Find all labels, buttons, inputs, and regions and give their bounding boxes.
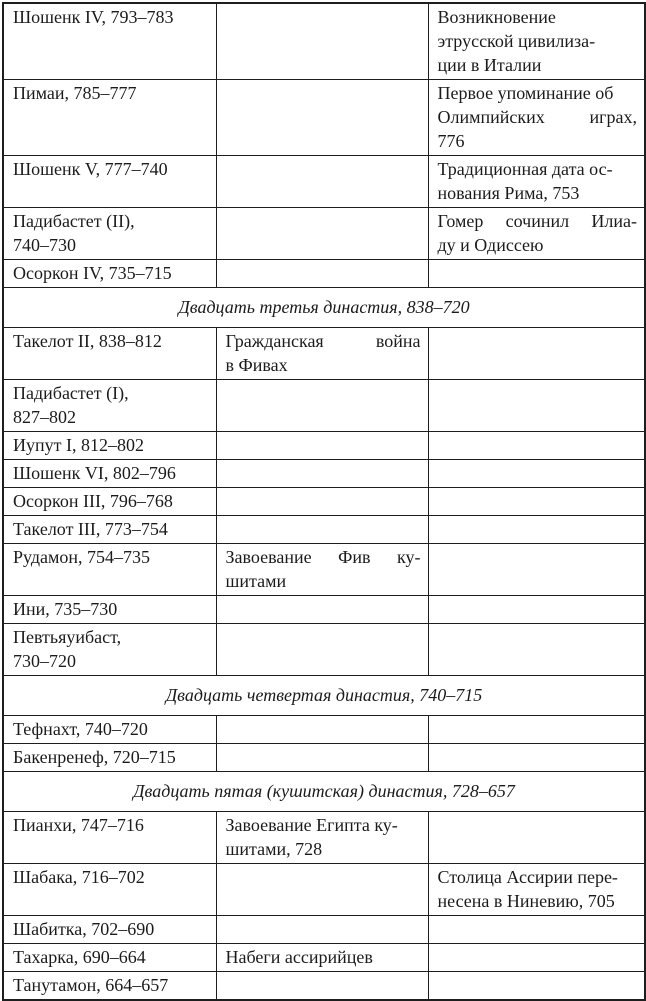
world-event-cell xyxy=(428,916,645,944)
egypt-event-cell xyxy=(216,260,428,288)
table-row xyxy=(3,744,645,772)
table-row xyxy=(3,624,645,676)
dynasty-header: Двадцать пятая (кушитская) династия, 728–657 xyxy=(3,772,645,812)
text-line: в Фивах xyxy=(225,355,288,375)
text-line: Певтьяуибаст, xyxy=(13,627,122,647)
table-row xyxy=(3,812,645,864)
table-row xyxy=(3,544,645,596)
world-event-cell xyxy=(428,812,645,864)
ruler-cell xyxy=(3,916,216,944)
table-row xyxy=(3,156,645,208)
world-event-cell xyxy=(428,944,645,972)
ruler-cell xyxy=(3,380,216,432)
world-event-cell xyxy=(428,432,645,460)
text-line: Падибастет (I), xyxy=(13,383,129,403)
text-line: Гомер сочинил Илиа- xyxy=(437,211,637,231)
text-line: 740–730 xyxy=(13,235,76,255)
ruler-cell xyxy=(3,156,216,208)
egypt-event-cell xyxy=(216,460,428,488)
text-line: Шабитка, 702–690 xyxy=(13,919,155,939)
table-row xyxy=(3,596,645,624)
ruler-cell xyxy=(3,624,216,676)
ruler-cell xyxy=(3,460,216,488)
text-line: Столица Ассирии пере- xyxy=(437,867,618,887)
text-line: 730–720 xyxy=(13,651,76,671)
world-event-cell xyxy=(428,972,645,1001)
text-line: 776 xyxy=(437,131,465,151)
table-row xyxy=(3,864,645,916)
ruler-cell xyxy=(3,744,216,772)
egypt-event-cell xyxy=(216,328,428,380)
text-line: Осоркон IV, 735–715 xyxy=(13,263,172,283)
world-event-cell xyxy=(428,596,645,624)
egypt-event-cell xyxy=(216,80,428,156)
ruler-cell xyxy=(3,260,216,288)
dynasty-header-row xyxy=(3,772,645,812)
text-line: Набеги ассирийцев xyxy=(225,947,373,967)
table-row xyxy=(3,260,645,288)
world-event-cell xyxy=(428,328,645,380)
ruler-cell xyxy=(3,516,216,544)
egypt-event-cell xyxy=(216,432,428,460)
world-event-cell xyxy=(428,208,645,260)
egypt-event-cell xyxy=(216,812,428,864)
world-event-cell xyxy=(428,260,645,288)
egypt-event-cell xyxy=(216,624,428,676)
text-line: Танутамон, 664–657 xyxy=(13,975,169,995)
ruler-cell xyxy=(3,80,216,156)
world-event-cell xyxy=(428,864,645,916)
text-line: Тефнахт, 740–720 xyxy=(13,719,148,739)
text-line: шитами, 728 xyxy=(225,839,323,859)
dynasty-header-row xyxy=(3,676,645,716)
text-line: Завоевание Фив ку- xyxy=(225,547,421,567)
ruler-cell xyxy=(3,3,216,80)
table-row xyxy=(3,380,645,432)
table-row xyxy=(3,3,645,80)
text-line: ду и Одиссею xyxy=(437,235,544,255)
table-row xyxy=(3,80,645,156)
world-event-cell xyxy=(428,744,645,772)
egypt-event-cell xyxy=(216,208,428,260)
text-line: несена в Ниневию, 705 xyxy=(437,891,615,911)
text-line: Бакенренеф, 720–715 xyxy=(13,747,176,767)
text-line: Гражданская война xyxy=(225,331,421,351)
text-line: Падибастет (II), xyxy=(13,211,135,231)
egypt-event-cell xyxy=(216,488,428,516)
ruler-cell xyxy=(3,432,216,460)
text-line: Такелот II, 838–812 xyxy=(13,331,162,351)
text-line: Пимаи, 785–777 xyxy=(13,83,137,103)
dynasty-header-row xyxy=(3,288,645,328)
text-line: Шошенк V, 777–740 xyxy=(13,159,168,179)
text-line: Тахарка, 690–664 xyxy=(13,947,146,967)
text-line: шитами xyxy=(225,571,287,591)
egypt-event-cell xyxy=(216,864,428,916)
text-line: Осоркон III, 796–768 xyxy=(13,491,173,511)
ruler-cell xyxy=(3,944,216,972)
ruler-cell xyxy=(3,972,216,1001)
text-line: Завоевание Египта ку- xyxy=(225,815,398,835)
table-row xyxy=(3,516,645,544)
text-line: Иупут I, 812–802 xyxy=(13,435,144,455)
world-event-cell xyxy=(428,460,645,488)
egypt-event-cell xyxy=(216,744,428,772)
text-line: Шабака, 716–702 xyxy=(13,867,145,887)
ruler-cell xyxy=(3,544,216,596)
chronology-table-body xyxy=(3,3,645,1000)
text-line: 827–802 xyxy=(13,407,76,427)
text-line: Такелот III, 773–754 xyxy=(13,519,168,539)
table-row xyxy=(3,488,645,516)
table-row xyxy=(3,328,645,380)
text-line: Шошенк IV, 793–783 xyxy=(13,7,174,27)
ruler-cell xyxy=(3,328,216,380)
world-event-cell xyxy=(428,624,645,676)
ruler-cell xyxy=(3,812,216,864)
text-line: Рудамон, 754–735 xyxy=(13,547,151,567)
egypt-event-cell xyxy=(216,380,428,432)
ruler-cell xyxy=(3,488,216,516)
dynasty-header: Двадцать четвертая династия, 740–715 xyxy=(3,676,645,716)
text-line: ции в Италии xyxy=(437,55,542,75)
dynasty-header: Двадцать третья династия, 838–720 xyxy=(3,288,645,328)
world-event-cell xyxy=(428,544,645,596)
ruler-cell xyxy=(3,208,216,260)
ruler-cell xyxy=(3,716,216,744)
text-line: Возникновение xyxy=(437,7,556,27)
table-row xyxy=(3,972,645,1001)
ruler-cell xyxy=(3,864,216,916)
world-event-cell xyxy=(428,716,645,744)
egypt-event-cell xyxy=(216,916,428,944)
egypt-event-cell xyxy=(216,716,428,744)
table-row xyxy=(3,432,645,460)
world-event-cell xyxy=(428,516,645,544)
table-row xyxy=(3,944,645,972)
world-event-cell xyxy=(428,156,645,208)
egypt-event-cell xyxy=(216,972,428,1001)
egypt-event-cell xyxy=(216,156,428,208)
world-event-cell xyxy=(428,488,645,516)
text-line: Первое упоминание об xyxy=(437,83,614,103)
world-event-cell xyxy=(428,80,645,156)
table-row xyxy=(3,916,645,944)
table-row xyxy=(3,716,645,744)
text-line: Шошенк VI, 802–796 xyxy=(13,463,176,483)
text-line: нования Рима, 753 xyxy=(437,183,580,203)
egypt-event-cell xyxy=(216,596,428,624)
text-line: Пианхи, 747–716 xyxy=(13,815,144,835)
world-event-cell xyxy=(428,380,645,432)
egypt-event-cell xyxy=(216,544,428,596)
text-line: Олимпийских играх, xyxy=(437,107,637,127)
egypt-event-cell xyxy=(216,516,428,544)
table-row xyxy=(3,460,645,488)
text-line: Ини, 735–730 xyxy=(13,599,118,619)
text-line: Традиционная дата ос- xyxy=(437,159,613,179)
chronology-table xyxy=(2,2,646,1001)
egypt-event-cell xyxy=(216,944,428,972)
table-row xyxy=(3,208,645,260)
text-line: этрусской цивилиза- xyxy=(437,31,596,51)
ruler-cell xyxy=(3,596,216,624)
egypt-event-cell xyxy=(216,3,428,80)
world-event-cell xyxy=(428,3,645,80)
